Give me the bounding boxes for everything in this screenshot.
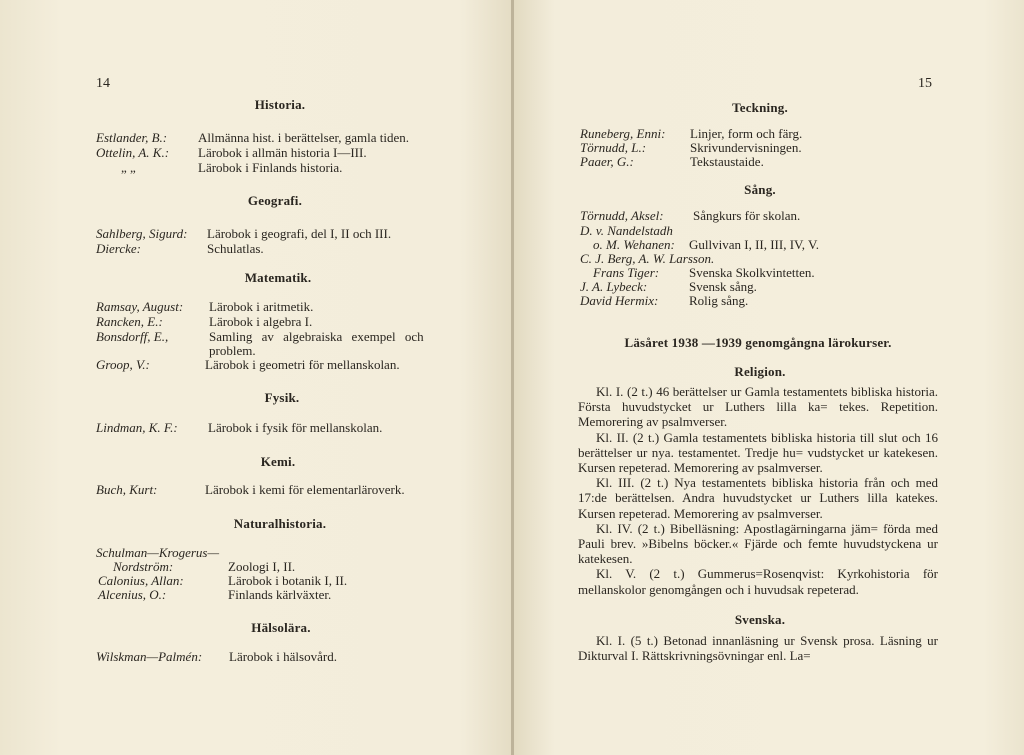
heading-svenska: Svenska. xyxy=(734,612,786,627)
author-bonsdorff: Bonsdorff, E., xyxy=(96,329,169,344)
heading-sang: Sång. xyxy=(744,182,776,197)
heading-fysik: Fysik. xyxy=(264,390,300,405)
author-berg-larsson: C. J. Berg, A. W. Larsson. xyxy=(580,251,715,266)
author-rancken: Rancken, E.: xyxy=(96,314,163,329)
title-svensk-sang: Svensk sång. xyxy=(689,279,757,294)
religion-kl-2: Kl. II. (2 t.) Gamla testamentets bibliska historia till slut och 16 berättelser ur nya. testamentet. Tredje hu= vudstycket ur katekesen. Kursen repeterad. Memorering av psalmverser. xyxy=(578,429,938,476)
author-calonius: Calonius, Allan: xyxy=(98,573,184,588)
title-botanik: Lärobok i botanik I, II. xyxy=(228,573,348,588)
author-buch: Buch, Kurt: xyxy=(96,482,158,497)
author-sahlberg: Sahlberg, Sigurd: xyxy=(96,226,188,241)
title-gullvivan: Gullvivan I, II, III, IV, V. xyxy=(689,237,819,252)
title-buch: Lärobok i kemi för elementarläroverk. xyxy=(205,482,405,497)
title-ramsay: Lärobok i aritmetik. xyxy=(209,299,314,314)
author-hermix: David Hermix: xyxy=(580,293,659,308)
title-skolkvintetten: Svenska Skolkvintetten. xyxy=(689,265,815,280)
religion-paragraphs xyxy=(578,384,938,597)
title-rolig-sang: Rolig sång. xyxy=(689,293,749,308)
title-ottelin-1: Lärobok i allmän historia I—III. xyxy=(198,145,367,160)
page-number-right: 15 xyxy=(918,76,932,91)
author-nandelstadh: D. v. Nandelstadh xyxy=(580,223,673,238)
heading-kemi: Kemi. xyxy=(260,454,296,469)
title-tekstaustaide: Tekstaustaide. xyxy=(690,154,764,169)
author-alcenius: Alcenius, O.: xyxy=(98,587,167,602)
title-sahlberg: Lärobok i geografi, del I, II och III. xyxy=(207,226,392,241)
title-karlvaxter: Finlands kärlväxter. xyxy=(228,587,332,602)
author-ramsay: Ramsay, August: xyxy=(96,299,184,314)
heading-halsolara: Hälsolära. xyxy=(251,620,311,635)
religion-kl-4: Kl. IV. (2 t.) Bibelläsning: Apostlagärningarna jäm= förda med Pauli brev. »Bibelns böcker.« Fjärde och femte huvudstyckena ur katekesen. xyxy=(578,520,938,567)
author-ottelin: Ottelin, A. K.: xyxy=(96,145,170,160)
title-runeberg: Linjer, form och färg. xyxy=(690,126,803,141)
author-wilskman: Wilskman—Palmén: xyxy=(96,649,203,664)
title-sangkurs: Sångkurs för skolan. xyxy=(693,208,801,223)
title-rancken: Lärobok i algebra I. xyxy=(209,314,313,329)
author-paaer: Paaer, G.: xyxy=(580,154,634,169)
author-nordstrom: Nordström: xyxy=(113,559,174,574)
author-tornudd-aksel: Törnudd, Aksel: xyxy=(580,208,664,223)
title-zoologi: Zoologi I, II. xyxy=(228,559,296,574)
author-lindman: Lindman, K. F.: xyxy=(96,420,178,435)
author-groop: Groop, V.: xyxy=(96,357,150,372)
author-estlander: Estlander, B.: xyxy=(96,130,168,145)
svenska-paragraphs xyxy=(578,633,938,663)
title-skrivundervisningen: Skrivundervisningen. xyxy=(690,140,802,155)
heading-lasaret: Läsåret 1938 —1939 genomgångna lärokurser. xyxy=(624,335,892,350)
heading-naturalhistoria: Naturalhistoria. xyxy=(233,516,327,531)
author-tornudd-l: Törnudd, L.: xyxy=(580,140,647,155)
title-ottelin-2: Lärobok i Finlands historia. xyxy=(198,160,343,175)
religion-kl-1: Kl. I. (2 t.) 46 berättelser ur Gamla testamentets bibliska historia. Första huvudstycket ur Luthers lilla ka= tekes. Repetition. Memorering av psalmverser. xyxy=(578,384,938,430)
title-bonsdorff: Samling av algebraiska exempel och xyxy=(209,329,424,344)
religion-kl-3: Kl. III. (2 t.) Nya testamentets bibliska historia från och med 17:de berättelsen. Andra huvudstycket ur Luthers lilla katekes. Kursen repeterad. Memorering av psalmverser. xyxy=(578,475,938,521)
heading-matematik: Matematik. xyxy=(244,270,312,285)
author-schulman: Schulman—Krogerus— xyxy=(96,545,220,560)
heading-historia: Historia. xyxy=(254,97,306,112)
title-bonsdorff-cont: problem. xyxy=(209,343,256,358)
svenska-kl-1: Kl. I. (5 t.) Betonad innanläsning ur Svensk prosa. Läsning ur Dikturval I. Rättskrivningsövningar enl. La= xyxy=(578,633,938,664)
author-wehanen: o. M. Wehanen: xyxy=(593,237,675,252)
author-lybeck: J. A. Lybeck: xyxy=(580,279,648,294)
ditto-marks: „ „ xyxy=(121,160,136,175)
title-groop: Lärobok i geometri för mellanskolan. xyxy=(205,357,400,372)
heading-geografi: Geografi. xyxy=(247,193,303,208)
heading-teckning: Teckning. xyxy=(732,100,788,115)
title-estlander: Allmänna hist. i berättelser, gamla tiden. xyxy=(198,130,410,145)
title-diercke: Schulatlas. xyxy=(207,241,264,256)
page-number-left: 14 xyxy=(96,76,110,91)
author-diercke: Diercke: xyxy=(96,241,141,256)
heading-religion: Religion. xyxy=(734,364,786,379)
author-tiger: Frans Tiger: xyxy=(593,265,660,280)
author-runeberg: Runeberg, Enni: xyxy=(580,126,666,141)
religion-kl-5: Kl. V. (2 t.) Gummerus=Rosenqvist: Kyrkohistoria för mellanskolor genomgången och i huvudsak repeterad. xyxy=(578,566,938,597)
title-halsovard: Lärobok i hälsovård. xyxy=(229,649,337,664)
title-lindman: Lärobok i fysik för mellanskolan. xyxy=(208,420,383,435)
